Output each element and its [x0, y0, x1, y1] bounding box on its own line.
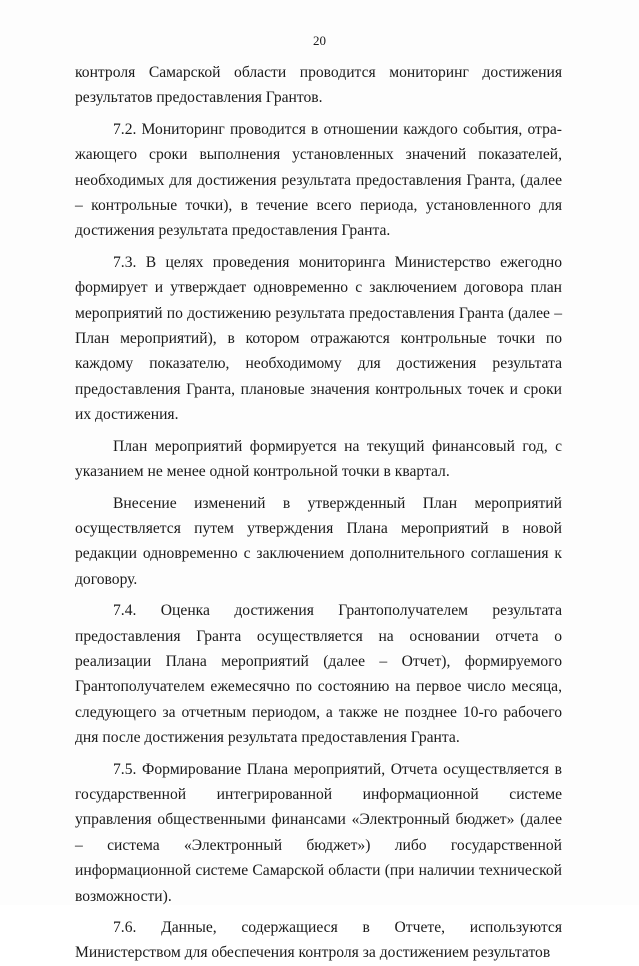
- paragraph-plan-period: План мероприятий формируется на текущий финансовый год, с указанием не менее одной контрольной точки в квартал.: [75, 437, 562, 481]
- paragraph-7-3: 7.3. В целях проведения мониторинга Министерство ежегодно формирует и утверждает одновременно с заключением договора план мероприятий по достижению результата предоставления Гранта (далее – План мероприятий), в котором отражаются контрольные точки по каждому показателю, необходимому для достижения результата предоставления Гранта, плановые значения контрольных точек и сроки их достижения.: [75, 253, 562, 424]
- paragraph-7-4: 7.4. Оценка достижения Грантополучателем результата предоставления Гранта осуществляется на основании отчета о реализации Плана мероприятий (далее – Отчет), формируемого Грантополучателем ежемесячно по состоянию на первое число месяца, следующего за отчетным периодом, а также не позднее 10-го рабочего дня после достижения результата предоставления Гранта.: [75, 602, 562, 747]
- document-body: [75, 60, 562, 966]
- page-number: 20: [313, 33, 326, 48]
- paragraph-7-6: 7.6. Данные, содержащиеся в Отчете, используются Министерством для обеспечения контроля за достижением результатов: [75, 919, 562, 962]
- paragraph-7-2: 7.2. Мониторинг проводится в отношении каждого события, отражающего сроки выполнения установленных значений показателей, необходимых для достижения результата предоставления Гранта, (далее – контрольные точки), в течение всего периода, установленного для достижения результата предоставления Гранта.: [75, 120, 562, 240]
- paragraph-continuation: контроля Самарской области проводится мониторинг достижения результатов предоставления Грантов.: [75, 64, 562, 107]
- paragraph-plan-changes: Внесение изменений в утвержденный План мероприятий осуществляется путем утверждения Плана мероприятий в новой редакции одновременно с заключением дополнительного соглашения к договору.: [75, 494, 562, 588]
- paragraph-7-5: 7.5. Формирование Плана мероприятий, Отчета осуществляется в государственной интегрированной информационной системе управления общественными финансами «Электронный бюджет» (далее – система «Электронный бюджет») либо государственной информационной системе Самарской области (при наличии технической возможности).: [75, 760, 562, 905]
